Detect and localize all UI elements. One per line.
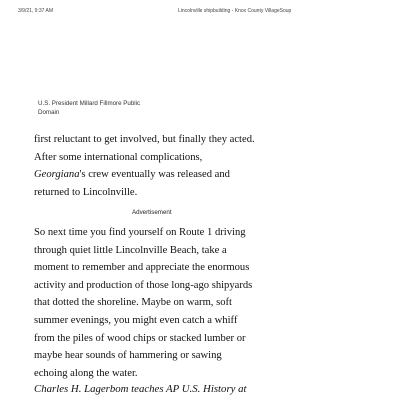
caption-line: Domain bbox=[38, 109, 60, 116]
paragraph-line: that dotted the shoreline. Maybe on warm, soft bbox=[34, 297, 232, 309]
article-paragraph bbox=[34, 224, 252, 382]
ship-name: Georgiana bbox=[34, 169, 80, 181]
author-byline: Charles H. Lagerbom teaches AP U.S. History at bbox=[34, 383, 247, 395]
paragraph-line: activity and production of those long-ago shipyards bbox=[34, 279, 253, 291]
print-datetime: 3/9/21, 9:37 AM bbox=[18, 8, 54, 14]
paragraph-line: first reluctant to get involved, but finally they acted. bbox=[34, 134, 255, 145]
page-header-title: Lincolnville shipbuilding - Knox County VillageSoup bbox=[178, 8, 292, 14]
paragraph-line: through quiet little Lincolnville Beach, take a bbox=[34, 244, 227, 256]
advertisement-label: Advertisement bbox=[132, 209, 172, 216]
paragraph-line: maybe hear sounds of hammering or sawing bbox=[34, 350, 222, 362]
photo-caption bbox=[38, 99, 178, 117]
article-paragraph bbox=[34, 131, 255, 201]
paragraph-line bbox=[34, 166, 255, 184]
paragraph-line-text: 's crew eventually was released and bbox=[79, 169, 230, 181]
caption-line: U.S. President Millard Fillmore Public bbox=[38, 100, 141, 107]
paragraph-line: echoing along the water. bbox=[34, 367, 138, 379]
paragraph-line: So next time you find yourself on Route 1 driving bbox=[34, 227, 246, 238]
paragraph-line: from the piles of wood chips or stacked lumber or bbox=[34, 332, 246, 344]
paragraph-line: summer evenings, you might even catch a whiff bbox=[34, 314, 238, 326]
paragraph-line: moment to remember and appreciate the enormous bbox=[34, 262, 250, 274]
paragraph-line: returned to Lincolnville. bbox=[34, 186, 138, 198]
paragraph-line: After some international complications, bbox=[34, 151, 203, 163]
